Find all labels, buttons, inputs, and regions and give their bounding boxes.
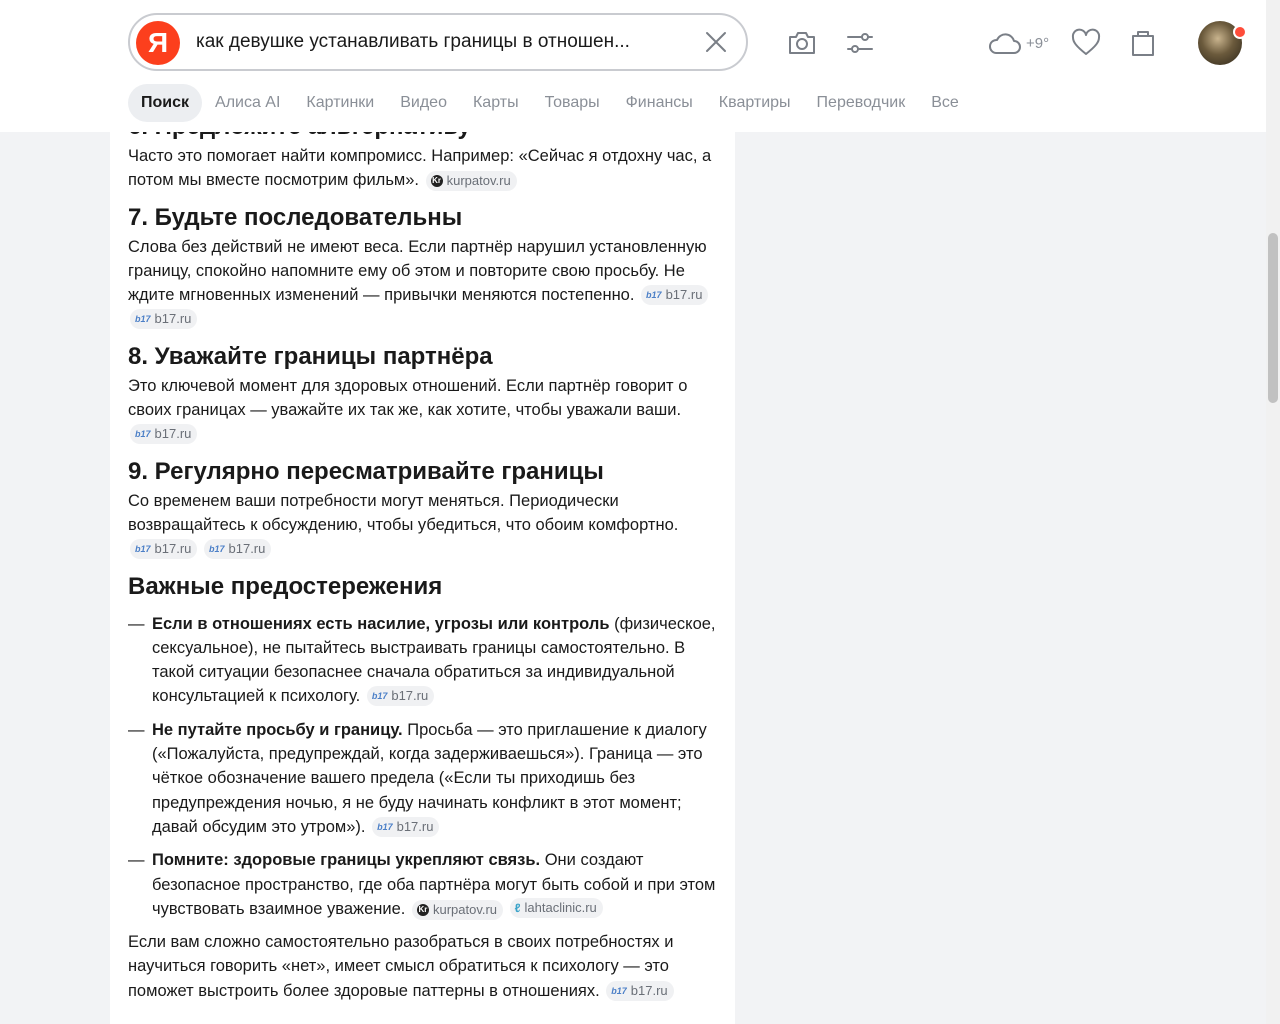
kurpatov-icon: Kr	[418, 904, 428, 914]
header	[0, 0, 1266, 132]
source-chip-b17[interactable]: b17 b17.ru	[367, 686, 434, 706]
source-chip-b17[interactable]: b17 b17.ru	[204, 539, 271, 559]
search-box[interactable]	[128, 13, 748, 71]
search-tabs	[128, 84, 972, 122]
scrollbar-track[interactable]	[1266, 0, 1280, 1024]
tab-apartments[interactable]: Квартиры	[718, 94, 791, 111]
kurpatov-icon: Kr	[432, 176, 442, 186]
answer-content	[128, 112, 720, 1003]
tab-maps[interactable]: Карты	[472, 94, 519, 111]
shopping-bag-icon[interactable]	[1127, 27, 1159, 59]
lahtaclinic-icon: ℓ	[514, 900, 521, 915]
source-chip-b17[interactable]: b17 b17.ru	[641, 285, 708, 305]
weather-widget[interactable]	[988, 27, 1049, 59]
section-7-heading: 7. Будьте последовательны	[128, 203, 463, 231]
tab-finance[interactable]: Финансы	[625, 94, 693, 111]
scrollbar-thumb[interactable]	[1268, 233, 1278, 403]
tab-video[interactable]: Видео	[400, 94, 447, 111]
notification-dot	[1233, 25, 1247, 39]
source-chip-b17[interactable]: b17 b17.ru	[130, 309, 197, 329]
search-input[interactable]: как девушке устанавливать границы в отношен...	[196, 31, 630, 52]
camera-icon[interactable]	[786, 27, 818, 59]
b17-icon: b17	[377, 821, 393, 832]
section-7-text: Слова без действий не имеют веса. Если партнёр нарушил установленную границу, спокойно напомните ему об этом и повторите свою просьбу. Не ждите мгновенных изменений — привычки меняются постепенно. b17 b17.ru b17 b17.ru	[128, 235, 720, 332]
filter-settings-icon[interactable]	[844, 27, 876, 59]
warnings-list	[128, 612, 720, 922]
source-chip-b17[interactable]: b17 b17.ru	[606, 981, 673, 1001]
tab-images[interactable]: Картинки	[306, 94, 375, 111]
yandex-logo[interactable]: Я	[136, 21, 180, 65]
b17-icon: b17	[135, 429, 151, 440]
b17-icon: b17	[646, 290, 662, 301]
source-chip-b17[interactable]: b17 b17.ru	[130, 424, 197, 444]
close-icon[interactable]	[704, 30, 728, 54]
tab-all[interactable]: Все	[931, 94, 959, 111]
tab-search[interactable]: Поиск	[128, 84, 202, 122]
list-item: — Если в отношениях есть насилие, угрозы или контроль (физическое, сексуальное), не пытайтесь выстраивать границы самостоятельно. В такой ситуации безопаснее сначала обратиться за индивидуальной консультацией к психологу. b17 b17.ru	[128, 614, 716, 706]
b17-icon: b17	[611, 985, 627, 996]
source-chip-b17[interactable]: b17 b17.ru	[130, 539, 197, 559]
section-8-heading: 8. Уважайте границы партнёра	[128, 342, 493, 370]
list-item: — Помните: здоровые границы укрепляют связь. Они создают безопасное пространство, где оба партнёра могут быть собой и при этом чувствовать взаимное уважение. Kr kurpatov.ru ℓ lahtaclinic.ru	[128, 851, 716, 918]
section-6-text: Часто это помогает найти компромисс. Например: «Сейчас я отдохну час, а потом мы вместе посмотрим фильм». Kr kurpatov.ru	[128, 147, 712, 190]
b17-icon: b17	[371, 691, 388, 702]
final-paragraph: Если вам сложно самостоятельно разобраться в своих потребностях и научиться говорить «нет», имеет смысл обратиться к психологу — это поможет выстроить более здоровые паттерны в отношениях. b17 b17.ru	[128, 933, 674, 1000]
source-chip-b17[interactable]: b17 b17.ru	[372, 817, 439, 837]
b17-icon: b17	[135, 314, 151, 325]
tab-translator[interactable]: Переводчик	[816, 94, 906, 111]
cloud-icon	[988, 29, 1022, 57]
heart-icon[interactable]	[1070, 27, 1102, 59]
source-chip-lahtaclinic[interactable]: ℓ lahtaclinic.ru	[510, 898, 603, 918]
section-9-heading: 9. Регулярно пересматривайте границы	[128, 457, 604, 485]
b17-icon: b17	[135, 544, 151, 555]
answer-card	[110, 0, 735, 1024]
section-9-text: Со временем ваши потребности могут меняться. Периодически возвращайтесь к обсуждению, чтобы убедиться, что обоим комфортно. b17 b17.ru b17 b17.ru	[128, 489, 720, 562]
source-chip-kurpatov[interactable]: Kr kurpatov.ru	[412, 900, 503, 920]
list-item: — Не путайте просьбу и границу. Просьба — это приглашение к диалогу («Пожалуйста, предупреждай, когда задерживаешься»). Граница — это чёткое обозначение вашего предела («Если ты приходишь без предупреждения ночью, я не буду начинать конфликт в этот момент; давай обсудим это утром»). b17 b17.ru	[128, 720, 707, 836]
b17-icon: b17	[208, 544, 225, 555]
tab-products[interactable]: Товары	[544, 94, 600, 111]
weather-temp: +9°	[1026, 34, 1050, 52]
tab-alice-ai[interactable]: Алиса AI	[215, 94, 281, 111]
source-chip-kurpatov[interactable]: Kr kurpatov.ru	[426, 171, 517, 191]
section-8-text: Это ключевой момент для здоровых отношений. Если партнёр говорит о своих границах — уважайте их так же, как хотите, чтобы уважали ваши. b17 b17.ru	[128, 374, 720, 447]
warnings-heading: Важные предостережения	[128, 572, 443, 600]
